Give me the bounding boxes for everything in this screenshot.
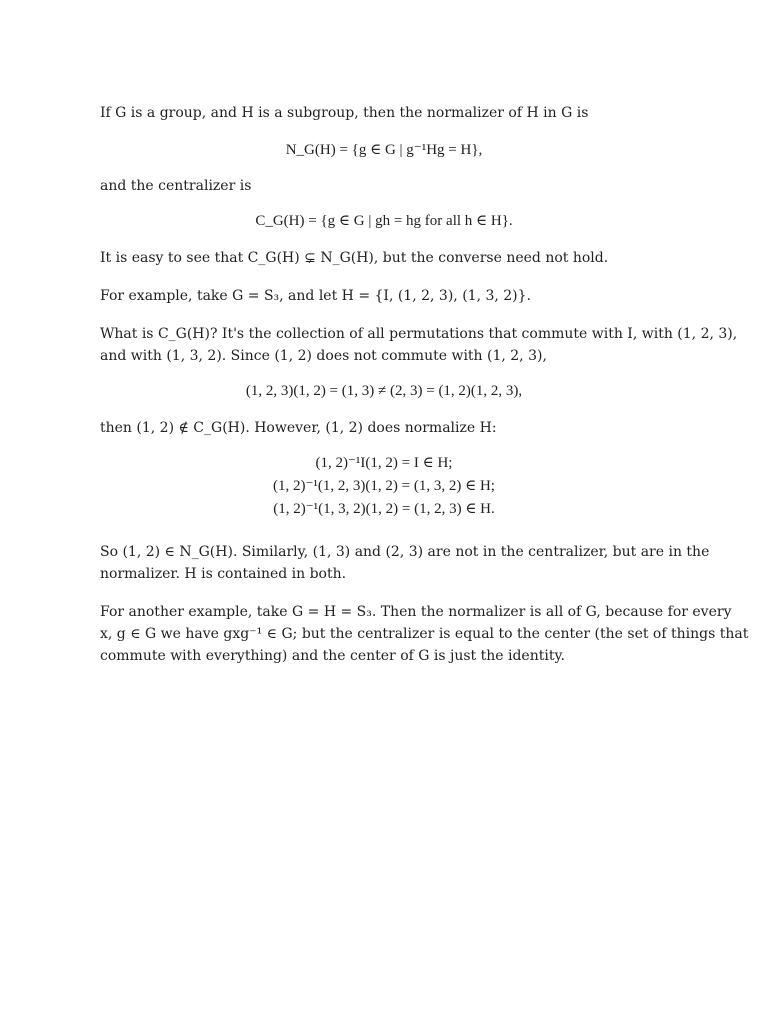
normalizer-equation: N_G(H) = {g ∈ G | g⁻¹Hg = H}, xyxy=(285,142,483,158)
normalize-intro: then (1, 2) ∉ C_G(H). However, (1, 2) does normalize H: xyxy=(100,420,497,436)
second-example-line3: commute with everything) and the center of G is just the identity. xyxy=(100,648,565,664)
centralizer-question-line2: and with (1, 3, 2). Since (1, 2) does not commute with (1, 2, 3), xyxy=(100,348,547,364)
centralizer-question-line1: What is C_G(H)? It's the collection of all permutations that commute with I, with (1, 2, 3), xyxy=(100,326,738,342)
normalize-equation-3: (1, 2)⁻¹(1, 3, 2)(1, 2) = (1, 2, 3) ∈ H. xyxy=(273,501,495,517)
centralizer-equation: C_G(H) = {g ∈ G | gh = hg for all h ∈ H}. xyxy=(255,213,513,229)
conclusion-line1: So (1, 2) ∈ N_G(H). Similarly, (1, 3) and (2, 3) are not in the centralizer, but are in the xyxy=(100,544,710,560)
second-example-line2: x, g ∈ G we have gxg⁻¹ ∈ G; but the centralizer is equal to the center (the set of things that xyxy=(100,626,749,642)
centralizer-intro: and the centralizer is xyxy=(100,178,252,194)
subset-remark: It is easy to see that C_G(H) ⊊ N_G(H), but the converse need not hold. xyxy=(100,250,609,266)
normalize-equation-2: (1, 2)⁻¹(1, 2, 3)(1, 2) = (1, 3, 2) ∈ H; xyxy=(273,478,495,494)
normalize-equation-1: (1, 2)⁻¹I(1, 2) = I ∈ H; xyxy=(315,455,453,471)
conclusion-line2: normalizer. H is contained in both. xyxy=(100,566,347,582)
intro-paragraph: If G is a group, and H is a subgroup, then the normalizer of H in G is xyxy=(100,105,589,121)
noncommute-equation: (1, 2, 3)(1, 2) = (1, 3) ≠ (2, 3) = (1, 2)(1, 2, 3), xyxy=(245,383,523,399)
second-example-line1: For another example, take G = H = S₃. Then the normalizer is all of G, because for every xyxy=(100,604,732,620)
example-intro: For example, take G = S₃, and let H = {I, (1, 2, 3), (1, 3, 2)}. xyxy=(100,288,531,304)
